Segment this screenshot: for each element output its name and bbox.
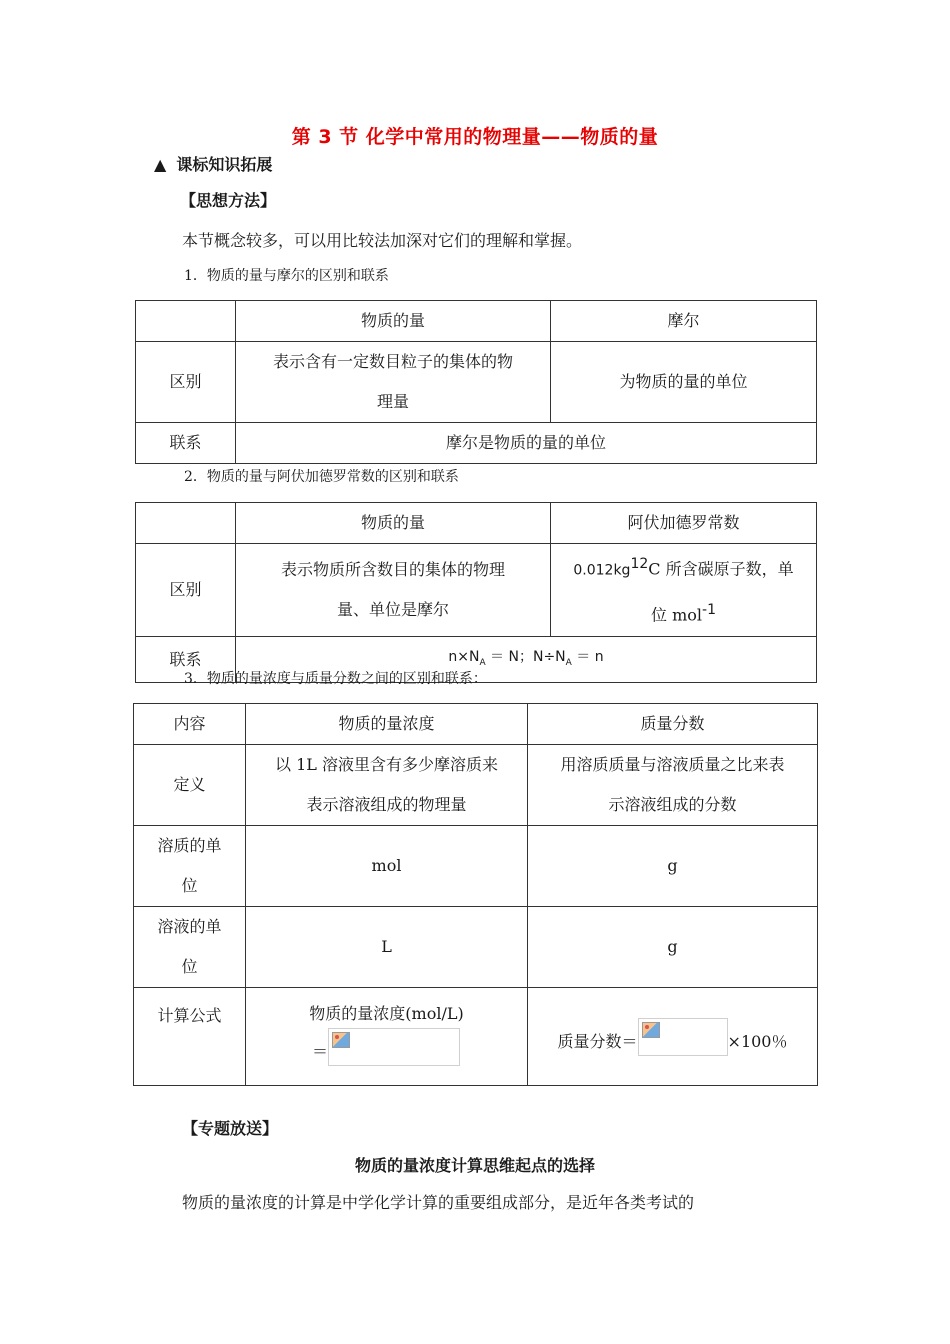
item1-label: 1．物质的量与摩尔的区别和联系 [184,268,389,284]
item3-label: 3．物质的量浓度与质量分数之间的区别和联系： [184,671,487,687]
cell-line: 表示含有一定数目粒子的集体的物 [272,352,513,371]
table-cell: 计算公式 [134,988,246,1086]
table-row [136,423,817,464]
cell-line: 量、单位是摩尔 [336,599,449,619]
formula-part: n×N [448,648,480,665]
table-cell [236,342,551,423]
table-row [134,988,818,1086]
cell-line: 用溶质质量与溶液质量之比来表 [560,755,785,774]
table-cell [246,988,528,1086]
topic-heading: 【专题放送】 [182,1119,279,1138]
table-cell: mol [246,826,528,907]
table-row [134,826,818,907]
page-title: 第 3 节 化学中常用的物理量——物质的量 [291,126,659,148]
table-row [134,745,818,826]
table-cell: 质量分数 [528,704,818,745]
table-cell [528,745,818,826]
topic-paragraph: 物质的量浓度的计算是中学化学计算的重要组成部分，是近年各类考试的 [182,1193,695,1212]
cell-line: 位 [181,957,198,976]
topic-subtitle: 物质的量浓度计算思维起点的选择 [354,1156,595,1175]
table-cell: 为物质的量的单位 [551,342,817,423]
table-cell: L [246,907,528,988]
table-cell: 定义 [134,745,246,826]
table-row [134,704,818,745]
table-row [136,544,817,637]
cell-text: C 所含碳原子数，单 [648,559,794,579]
table-cell: 区别 [136,342,236,423]
table-cell: 联系 [136,423,236,464]
method-intro: 本节概念较多，可以用比较法加深对它们的理解和掌握。 [182,231,583,250]
item2-label: 2．物质的量与阿伏加德罗常数的区别和联系 [184,469,459,485]
cell-line [557,590,810,635]
formula-image [638,1018,728,1056]
mass-value: 0.012kg [573,562,631,579]
table-cell [136,503,236,544]
table-mole [135,300,817,464]
cell-line: 理量 [376,392,409,411]
table-avogadro [135,502,817,683]
cell-line [252,1028,521,1066]
unit-exponent: -1 [702,602,716,619]
table-cell: 区别 [136,544,236,637]
table-cell [246,745,528,826]
table-cell: g [528,907,818,988]
table-cell: 物质的量浓度 [246,704,528,745]
section-heading [154,152,272,175]
table-cell [136,301,236,342]
formula-part: ＝ n [571,648,604,665]
unit-text: 位 mol [651,605,703,625]
table-cell [236,544,551,637]
cell-line: 位 [181,876,198,895]
broken-image-icon [332,1032,350,1048]
cell-line: 以 1L 溶液里含有多少摩溶质来 [275,755,498,774]
table-cell: 物质的量 [236,503,551,544]
cell-line: 物质的量浓度(mol/L) [309,1003,464,1023]
cell-line: 表示溶液组成的物理量 [306,795,467,814]
table-cell: 联系 [136,636,236,683]
table-concentration [133,703,818,1086]
table-cell [551,544,817,637]
table-row [136,503,817,544]
method-heading: 【思想方法】 [180,191,277,210]
table-cell: g [528,826,818,907]
triangle-icon: ▲ [154,155,167,174]
formula-part: ＝ N；N÷N [485,648,566,665]
table-cell [528,988,818,1086]
table-cell: 阿伏加德罗常数 [551,503,817,544]
cell-line: 表示物质所含数目的集体的物理 [280,559,505,579]
table-cell: 物质的量 [236,301,551,342]
table-cell: 摩尔 [551,301,817,342]
broken-image-icon [642,1022,660,1038]
section-label: 课标知识拓展 [176,155,273,174]
mass-fraction-label: 质量分数＝ [557,1031,638,1051]
cell-line: 示溶液组成的分数 [608,795,737,814]
formula-image [328,1028,460,1066]
equals-sign: ＝ [312,1041,329,1061]
cell-line: 溶液的单 [157,917,222,936]
cell-line [557,544,810,590]
table-row [136,342,817,423]
formula-sub: A [565,657,572,668]
formula-sub: A [479,657,486,668]
isotope-number: 12 [630,556,649,572]
table-row [136,301,817,342]
table-row [134,907,818,988]
table-cell [134,826,246,907]
cell-line: 溶质的单 [157,836,222,855]
table-cell [134,907,246,988]
table-cell: 摩尔是物质的量的单位 [236,423,817,464]
percent-text: ×100％ [727,1031,788,1051]
table-cell: 内容 [134,704,246,745]
